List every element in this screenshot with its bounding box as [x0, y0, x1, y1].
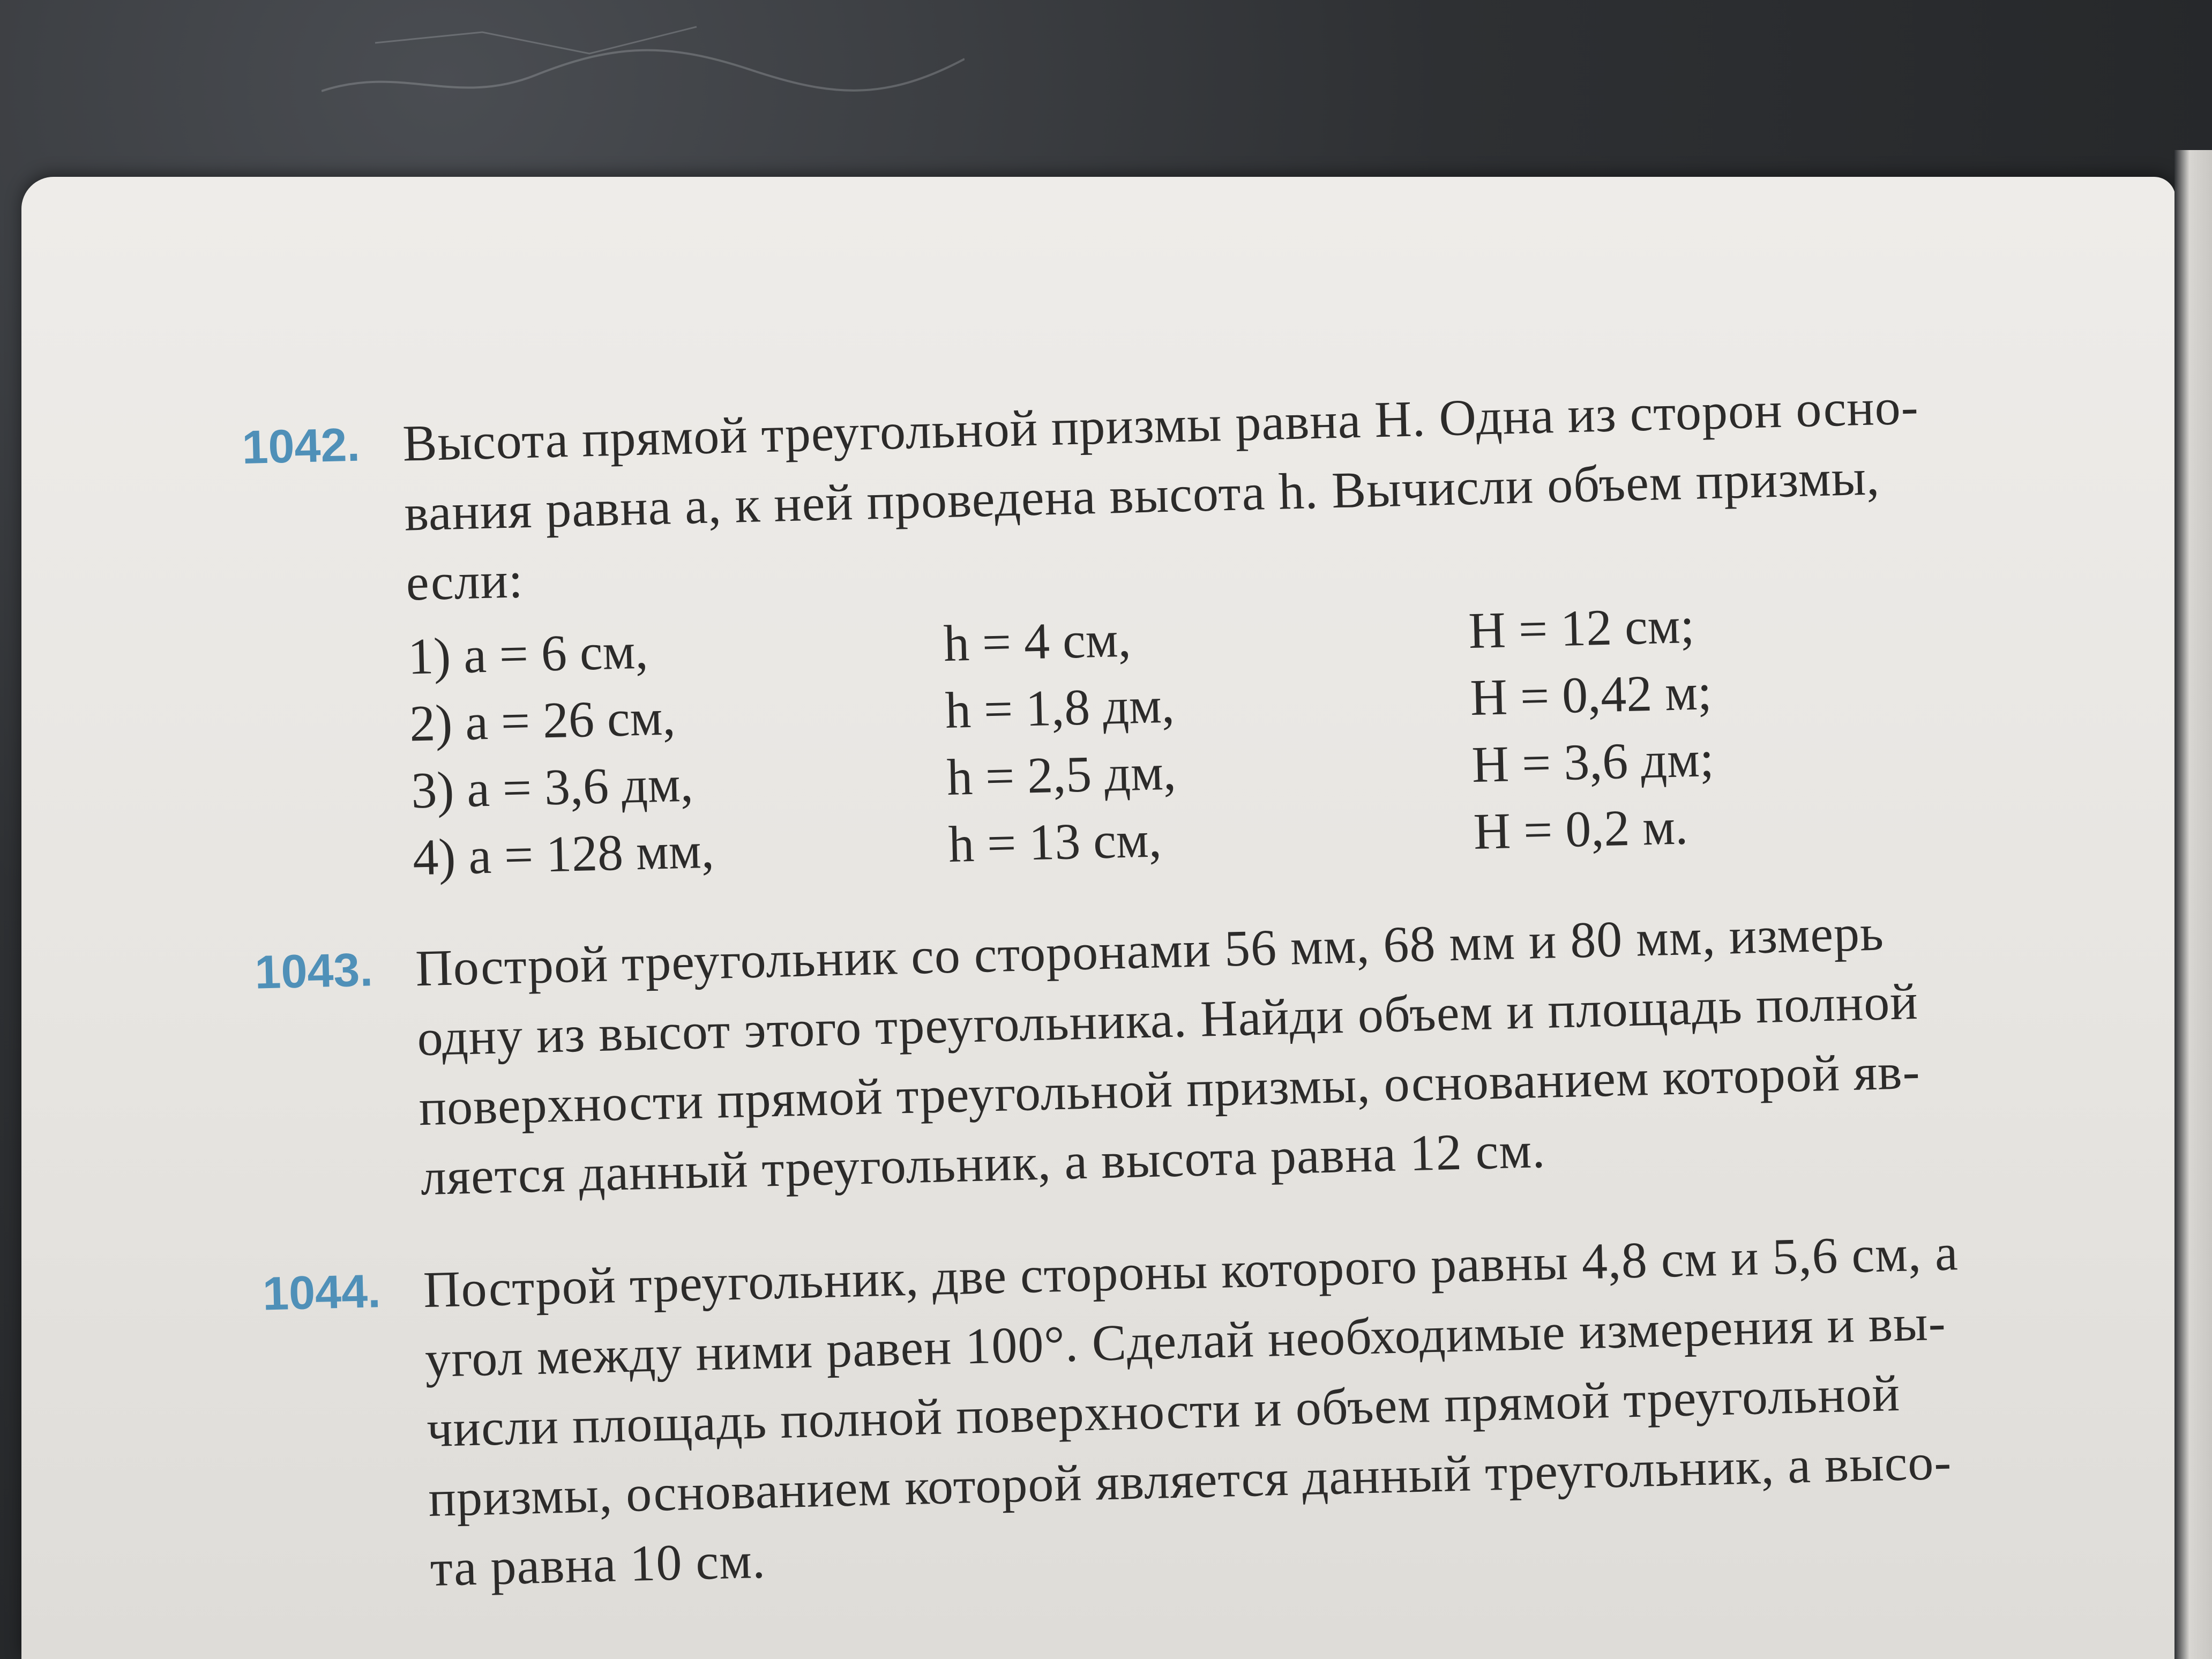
text-line: одну из высот этого треугольника. Найди объем и площадь полной	[416, 972, 1919, 1067]
text-line: поверхности прямой треугольной призмы, основанием которой яв-	[418, 1042, 1921, 1137]
background-map-pattern	[322, 11, 965, 118]
problem-1044	[262, 1212, 2199, 1608]
problem-1043	[254, 891, 2189, 1216]
text-line: вания равна a, к ней проведена высота h. Вычисли объем призмы,	[403, 448, 1881, 542]
text-line: ляется данный треугольник, а высота равна 12 см.	[420, 1120, 1546, 1206]
value-table	[407, 580, 2181, 891]
H-value: H = 0,2 м.	[1473, 797, 1689, 861]
text-line: та равна 10 см.	[429, 1531, 766, 1597]
problem-1042	[241, 365, 2181, 895]
text-line: угол между ними равен 100°. Сделай необходимые измерения и вы-	[424, 1293, 1947, 1388]
problem-number: 1043.	[254, 943, 373, 999]
text-line: если:	[405, 551, 524, 611]
problem-text	[423, 1212, 2199, 1603]
H-value: H = 0,42 м;	[1469, 663, 1713, 727]
h-value: h = 13 см,	[947, 810, 1162, 873]
h-value: h = 2,5 дм,	[946, 743, 1177, 806]
a-value: 3) a = 3,6 дм,	[410, 754, 694, 819]
text-line: Построй треугольник со сторонами 56 мм, 68 мм и 80 мм, измерь	[415, 903, 1885, 997]
text-line: призмы, основанием которой является данный треугольник, а высо-	[428, 1432, 1953, 1528]
problem-text	[415, 891, 2189, 1212]
problem-number: 1042.	[241, 417, 361, 474]
H-value: H = 12 см;	[1468, 596, 1695, 660]
H-value: H = 3,6 дм;	[1471, 730, 1715, 794]
h-value: h = 1,8 дм,	[944, 676, 1175, 739]
text-line: Построй треугольник, две стороны которого равны 4,8 см и 5,6 см, а	[422, 1223, 1959, 1319]
text-line: Высота прямой треугольной призмы равна H. Одна из сторон осно-	[402, 377, 1919, 472]
a-value: 2) a = 26 см,	[408, 688, 676, 752]
a-value: 1) a = 6 см,	[407, 622, 649, 685]
page-content	[241, 365, 2199, 1607]
text-line: числи площадь полной поверхности и объем прямой треугольной	[426, 1364, 1901, 1458]
a-value: 4) a = 128 мм,	[412, 821, 715, 886]
problem-text	[402, 365, 2175, 618]
h-value: h = 4 см,	[943, 610, 1132, 672]
problem-number: 1044.	[261, 1264, 382, 1320]
